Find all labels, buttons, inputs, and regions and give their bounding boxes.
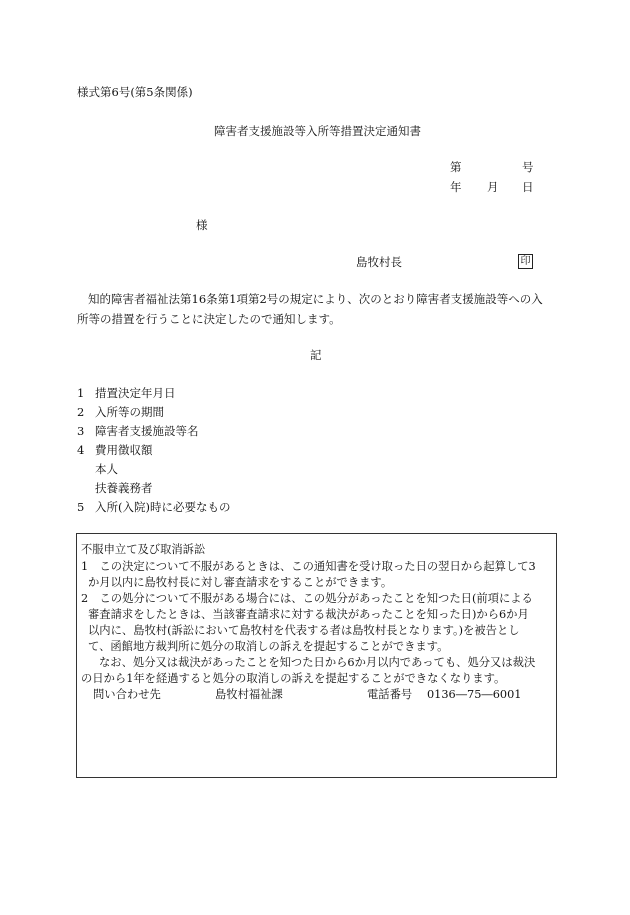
date-year: 年 bbox=[450, 180, 462, 194]
ki-heading: 記 bbox=[310, 348, 322, 362]
list-item: 入所等の期間 bbox=[95, 405, 164, 419]
notice-line: か月以内に島牧村長に対し審査請求をすることができます。 bbox=[88, 576, 393, 589]
notice-line: なお、処分又は裁決があったことを知つた日から6か月以内であっても、処分又は裁決 bbox=[99, 656, 536, 669]
list-item: 障害者支援施設等名 bbox=[95, 424, 199, 438]
notice-line: 1 この決定について不服があるときは、この通知書を受け取った日の翌日から起算して3 bbox=[81, 560, 536, 573]
list-subitem: 本人 bbox=[95, 462, 118, 476]
notice-heading: 不服申立て及び取消訴訟 bbox=[81, 543, 206, 556]
document-title: 障害者支援施設等入所等措置決定通知書 bbox=[214, 124, 421, 138]
notice-line: 2 この処分について不服がある場合には、この処分があったことを知つた日(前項による bbox=[81, 592, 533, 605]
number-prefix: 第 bbox=[450, 160, 462, 174]
date-day: 日 bbox=[522, 180, 534, 194]
contact-label: 問い合わせ先 bbox=[93, 688, 161, 701]
body-text-line-2: 所等の措置を行うことに決定したので通知します。 bbox=[77, 312, 341, 326]
list-item: 措置決定年月日 bbox=[95, 386, 176, 400]
phone-number: 0136―75―6001 bbox=[427, 688, 522, 701]
list-subitem: 扶養義務者 bbox=[95, 481, 153, 495]
addressee-suffix: 様 bbox=[196, 218, 208, 232]
form-label: 様式第6号(第5条関係) bbox=[77, 85, 193, 99]
date-month: 月 bbox=[487, 180, 499, 194]
list-item-number: 3 bbox=[77, 424, 85, 438]
issuer: 島牧村長 bbox=[356, 255, 402, 269]
list-item: 入所(入院)時に必要なもの bbox=[95, 500, 231, 514]
contact-department: 島牧村福祉課 bbox=[215, 688, 283, 701]
list-item-number: 4 bbox=[77, 443, 85, 457]
seal-mark: 印 bbox=[518, 254, 533, 269]
appeal-notice-box bbox=[76, 533, 557, 778]
notice-line: 以内に、島牧村(訴訟において島牧村を代表する者は島牧村長となります。)を被告とし bbox=[88, 624, 520, 637]
body-text-line-1: 知的障害者福祉法第16条第1項第2号の規定により、次のとおり障害者支援施設等への入 bbox=[88, 292, 543, 306]
number-suffix: 号 bbox=[522, 160, 534, 174]
list-item-number: 2 bbox=[77, 405, 85, 419]
list-item-number: 5 bbox=[77, 500, 85, 514]
notice-line: て、函館地方裁判所に処分の取消しの訴えを提起することができます。 bbox=[88, 640, 449, 653]
phone-label: 電話番号 bbox=[367, 688, 413, 701]
list-item: 費用徴収額 bbox=[95, 443, 153, 457]
notice-line: 審査請求をしたときは、当該審査請求に対する裁決があったことを知った日)から6か月 bbox=[88, 608, 529, 621]
list-item-number: 1 bbox=[77, 386, 85, 400]
notice-line: の日から1年を経過すると処分の取消しの訴えを提起することができなくなります。 bbox=[81, 672, 506, 685]
